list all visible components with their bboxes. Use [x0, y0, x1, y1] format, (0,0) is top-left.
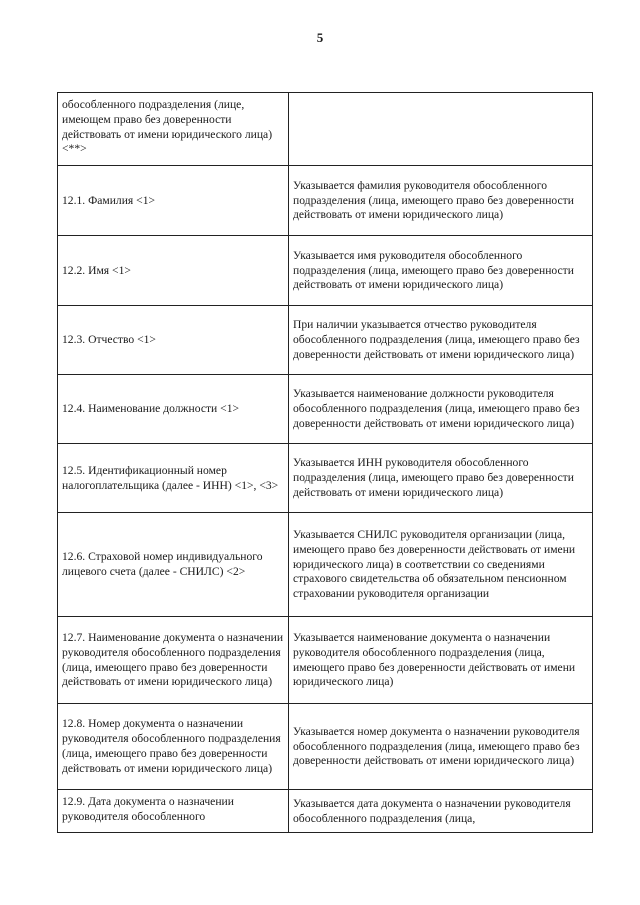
row-label: 12.3. Отчество <1>	[58, 306, 289, 375]
row-description: Указывается СНИЛС руководителя организации (лица, имеющего право без доверенности действовать от имени юридического лица) в соответствии со сведениями страхового свидетельства об обязательном пенсионном страховании руководителя организации	[289, 513, 593, 617]
table-row	[58, 790, 593, 833]
document-table	[57, 92, 593, 833]
row-label: 12.5. Идентификационный номер налогоплательщика (далее - ИНН) <1>, <3>	[58, 444, 289, 513]
row-description	[289, 93, 593, 166]
table-row	[58, 513, 593, 617]
table-row	[58, 166, 593, 236]
row-label: 12.1. Фамилия <1>	[58, 166, 289, 236]
page-number: 5	[316, 30, 324, 45]
row-description: Указывается дата документа о назначении руководителя обособленного подразделения (лица,	[289, 790, 593, 833]
table-row	[58, 306, 593, 375]
row-label: 12.7. Наименование документа о назначении руководителя обособленного подразделения (лица, имеющего право без доверенности действовать от имени юридического лица)	[58, 617, 289, 704]
row-description: Указывается ИНН руководителя обособленного подразделения (лица, имеющего право без доверенности действовать от имени юридического лица)	[289, 444, 593, 513]
table-row	[58, 444, 593, 513]
row-label: обособленного подразделения (лице, имеющем право без доверенности действовать от имени юридического лица)<**>	[58, 93, 289, 166]
table-row	[58, 704, 593, 790]
table-row	[58, 93, 593, 166]
row-label: 12.4. Наименование должности <1>	[58, 375, 289, 444]
table-row	[58, 236, 593, 306]
row-description: Указывается наименование должности руководителя обособленного подразделения (лица, имеющего право без доверенности действовать от имени юридического лица)	[289, 375, 593, 444]
row-description: При наличии указывается отчество руководителя обособленного подразделения (лица, имеющего право без доверенности действовать от имени юридического лица)	[289, 306, 593, 375]
row-description: Указывается наименование документа о назначении руководителя обособленного подразделения (лица, имеющего право без доверенности действовать от имени юридического лица)	[289, 617, 593, 704]
row-label: 12.9. Дата документа о назначении руководителя обособленного	[58, 790, 289, 833]
row-description: Указывается имя руководителя обособленного подразделения (лица, имеющего право без доверенности действовать от имени юридического лица)	[289, 236, 593, 306]
row-description: Указывается номер документа о назначении руководителя обособленного подразделения (лица, имеющего право без доверенности действовать от имени юридического лица)	[289, 704, 593, 790]
row-label: 12.6. Страховой номер индивидуального лицевого счета (далее - СНИЛС) <2>	[58, 513, 289, 617]
row-description: Указывается фамилия руководителя обособленного подразделения (лица, имеющего право без доверенности действовать от имени юридического лица)	[289, 166, 593, 236]
row-label: 12.8. Номер документа о назначении руководителя обособленного подразделения (лица, имеющего право без доверенности действовать от имени юридического лица)	[58, 704, 289, 790]
table-row	[58, 617, 593, 704]
row-label: 12.2. Имя <1>	[58, 236, 289, 306]
table-row	[58, 375, 593, 444]
